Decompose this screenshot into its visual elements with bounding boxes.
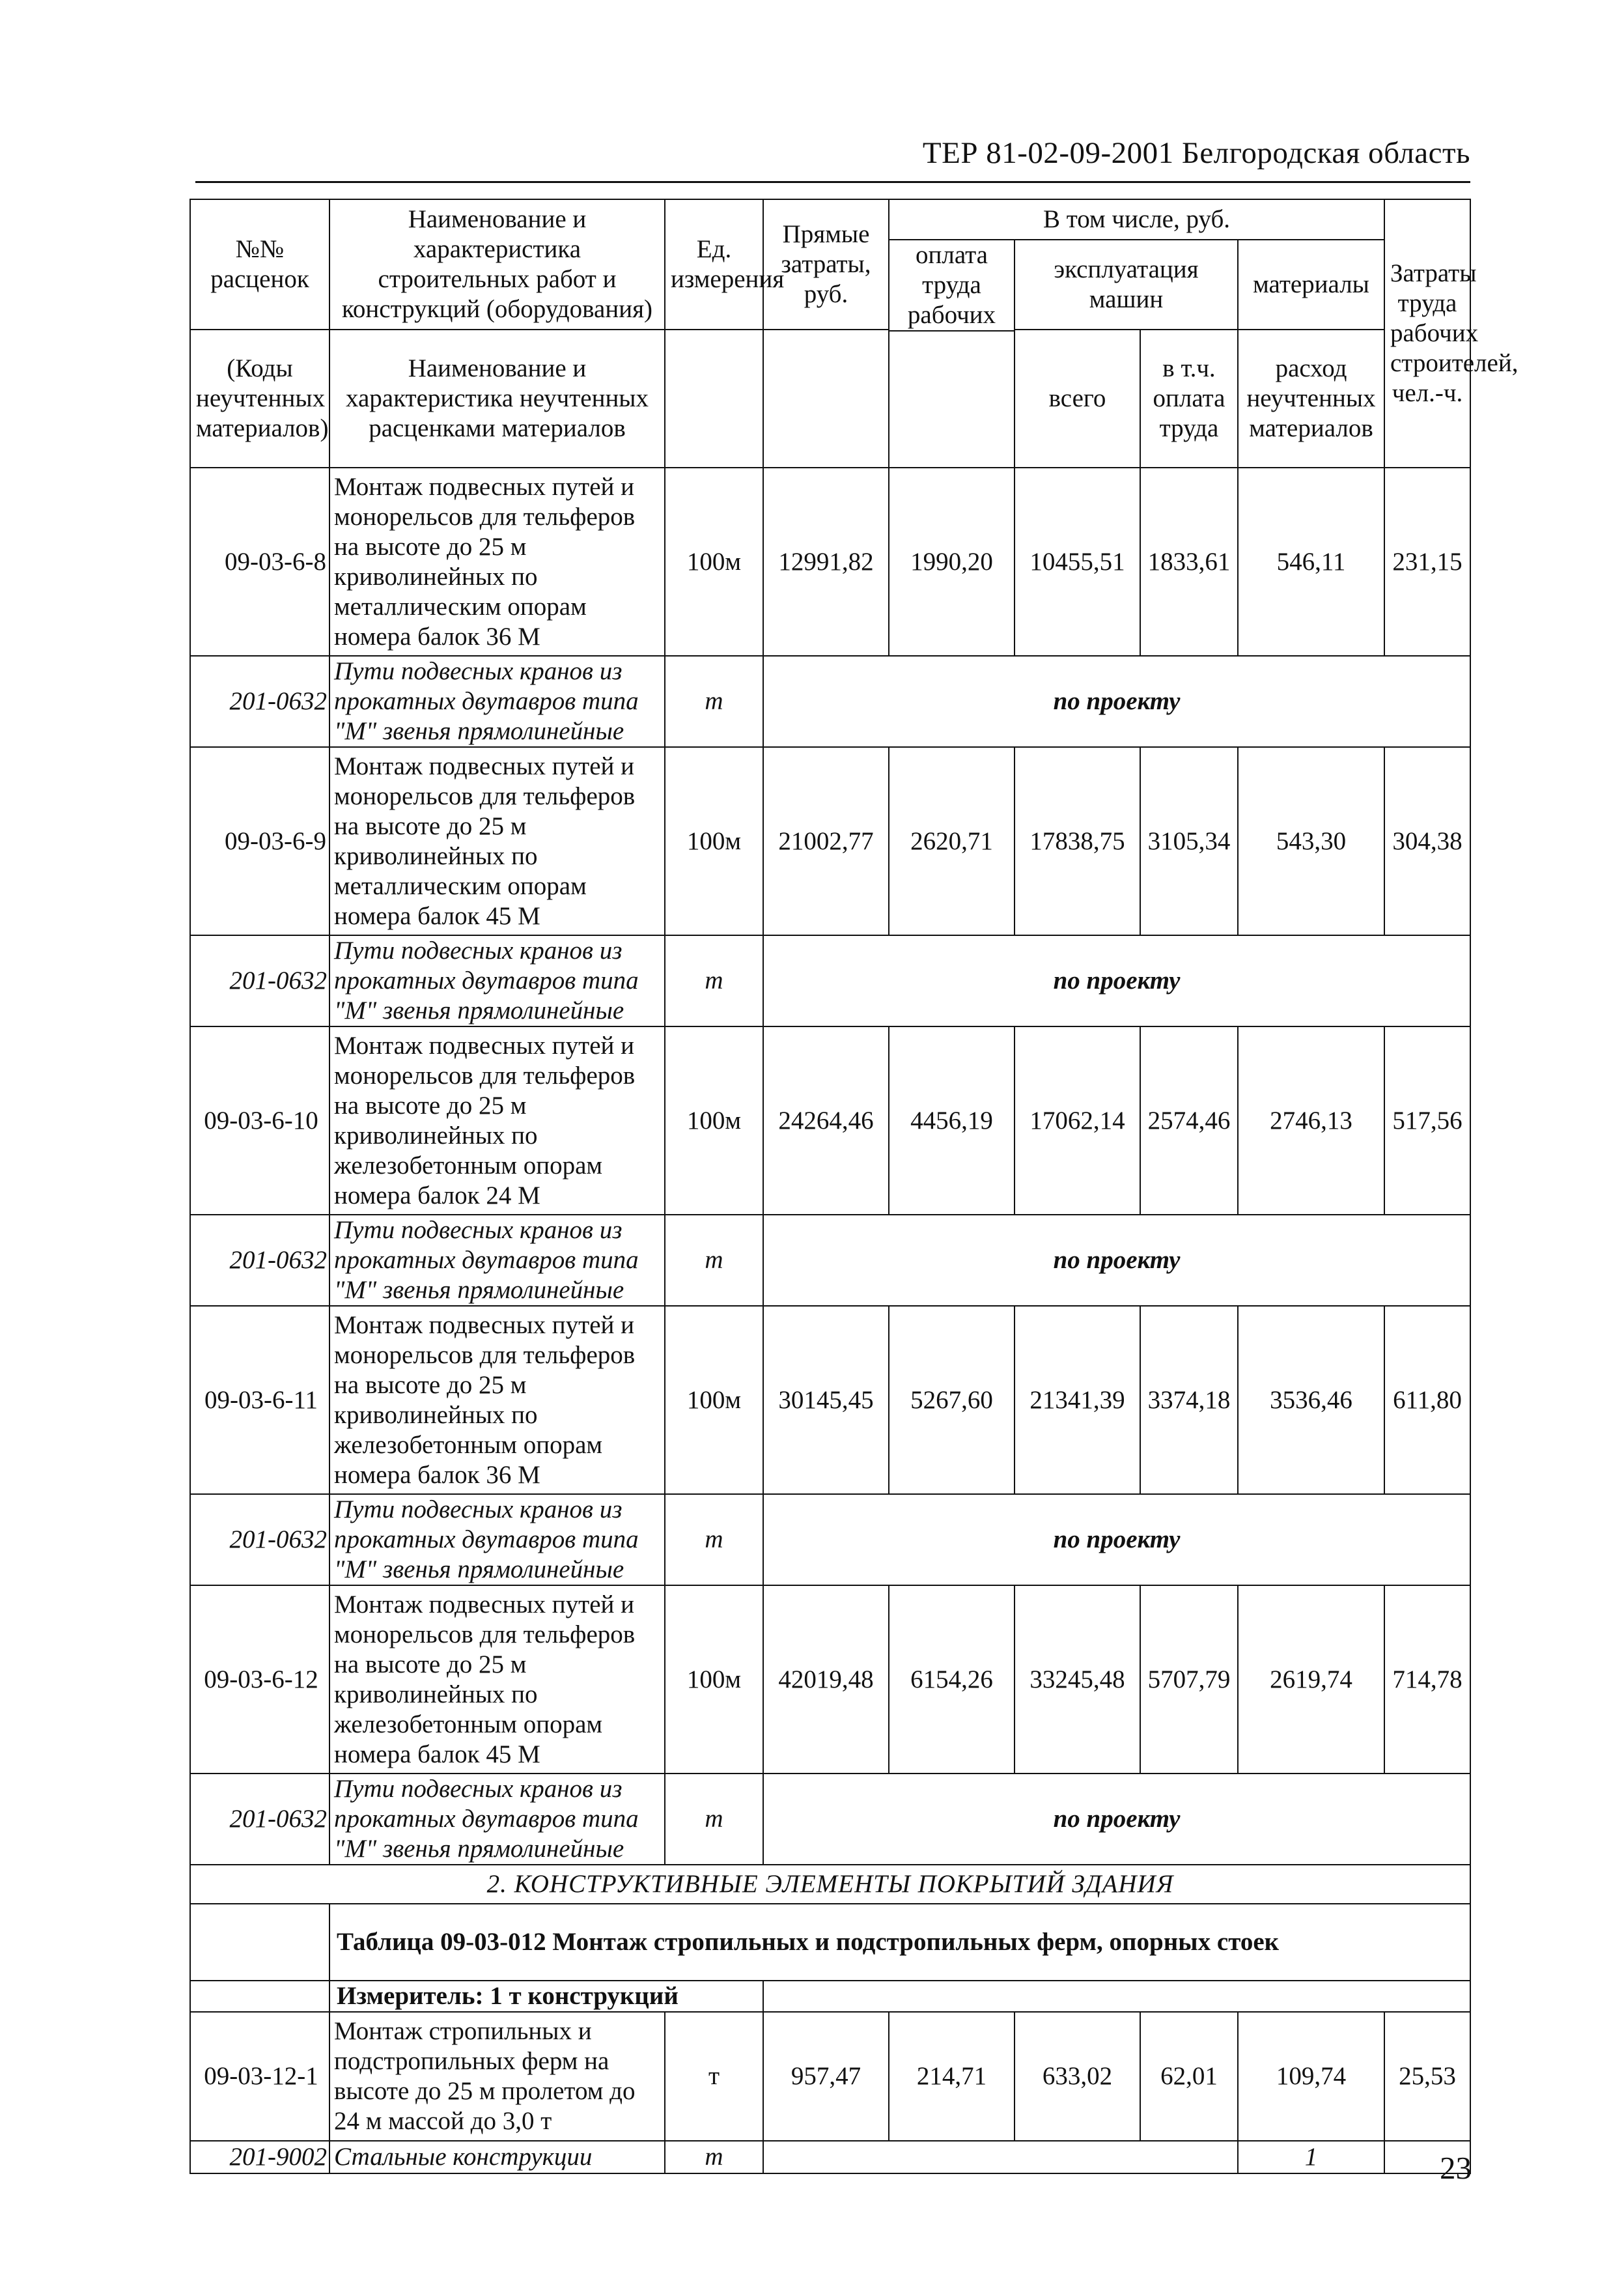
material-note: по проекту xyxy=(763,656,1470,747)
material-description: Пути подвесных кранов из прокатных двутавров типа "М" звенья прямолинейные xyxy=(329,1494,665,1585)
rate-row xyxy=(190,2012,1470,2141)
rate-code: 09-03-12-1 xyxy=(190,2012,329,2141)
material-code: 201-0632 xyxy=(190,1774,329,1865)
header-rate-number: №№ расценок xyxy=(190,199,329,330)
header-wages-blank xyxy=(889,331,1015,468)
material-unit: т xyxy=(665,1494,763,1585)
rate-description: Монтаж стропильных и подстропильных ферм на высоте до 25 м пролетом до 24 м массой до 3,0 т xyxy=(329,2012,665,2141)
rate-wages: 6154,26 xyxy=(889,1585,1015,1774)
rate-machines-total: 10455,51 xyxy=(1015,468,1140,656)
material-code: 201-9002 xyxy=(190,2141,329,2173)
rate-unit: 100м xyxy=(665,1306,763,1494)
rate-code: 09-03-6-11 xyxy=(190,1306,329,1494)
rate-labor: 231,15 xyxy=(1384,468,1470,656)
rate-unit: 100м xyxy=(665,1585,763,1774)
header-machines: эксплуатация машин xyxy=(1015,240,1238,330)
material-blank xyxy=(763,2141,1238,2173)
subtable-measure: Измеритель: 1 т конструкций xyxy=(329,1981,763,2012)
rate-machines-wages: 62,01 xyxy=(1140,2012,1238,2141)
rate-machines-wages: 5707,79 xyxy=(1140,1585,1238,1774)
material-note: по проекту xyxy=(763,1494,1470,1585)
material-unit: т xyxy=(665,1215,763,1306)
rate-description: Монтаж подвесных путей и монорельсов для тельферов на высоте до 25 м криволинейных по железобетонным опорам номера балок 36 М xyxy=(329,1306,665,1494)
header-unit-blank xyxy=(665,330,763,468)
rate-row xyxy=(190,1026,1470,1215)
rate-direct-costs: 21002,77 xyxy=(763,747,889,935)
rate-code: 09-03-6-12 xyxy=(190,1585,329,1774)
header-material-codes: (Коды неучтенных материалов) xyxy=(190,330,329,468)
rate-unit: 100м xyxy=(665,747,763,935)
material-unit: т xyxy=(665,2141,763,2173)
rate-unit: 100м xyxy=(665,468,763,656)
header-direct-blank xyxy=(763,330,889,468)
rate-description: Монтаж подвесных путей и монорельсов для тельферов на высоте до 25 м криволинейных по железобетонным опорам номера балок 45 М xyxy=(329,1585,665,1774)
material-row xyxy=(190,656,1470,747)
rate-materials: 2746,13 xyxy=(1238,1026,1384,1215)
header-labor-costs: Затраты труда рабочих строителей, чел.-ч. xyxy=(1384,199,1470,468)
material-row xyxy=(190,1494,1470,1585)
rate-wages: 5267,60 xyxy=(889,1306,1015,1494)
header-rule xyxy=(195,181,1470,183)
material-code: 201-0632 xyxy=(190,1494,329,1585)
rate-machines-total: 33245,48 xyxy=(1015,1585,1140,1774)
rate-wages: 214,71 xyxy=(889,2012,1015,2141)
material-unit: т xyxy=(665,656,763,747)
rate-materials: 3536,46 xyxy=(1238,1306,1384,1494)
rate-direct-costs: 30145,45 xyxy=(763,1306,889,1494)
rate-machines-total: 21341,39 xyxy=(1015,1306,1140,1494)
header-work-name: Наименование и характеристика строительных работ и конструкций (оборудования) xyxy=(329,199,665,330)
rates-table xyxy=(189,199,1519,2174)
header-machines-total: всего xyxy=(1015,330,1140,468)
rate-code: 09-03-6-10 xyxy=(190,1026,329,1215)
header-unit: Ед. измерения xyxy=(665,199,763,330)
measure-right-blank xyxy=(763,1981,1470,2012)
rate-code: 09-03-6-9 xyxy=(190,747,329,935)
header-direct-costs: Прямые затраты, руб. xyxy=(763,199,889,330)
rate-labor: 517,56 xyxy=(1384,1026,1470,1215)
rate-labor: 304,38 xyxy=(1384,747,1470,935)
material-row xyxy=(190,1774,1470,1865)
rate-machines-total: 17062,14 xyxy=(1015,1026,1140,1215)
rate-unit: т xyxy=(665,2012,763,2141)
rate-direct-costs: 957,47 xyxy=(763,2012,889,2141)
rate-unit: 100м xyxy=(665,1026,763,1215)
rate-wages: 4456,19 xyxy=(889,1026,1015,1215)
rate-machines-wages: 2574,46 xyxy=(1140,1026,1238,1215)
rate-machines-total: 633,02 xyxy=(1015,2012,1140,2141)
material-description: Пути подвесных кранов из прокатных двутавров типа "М" звенья прямолинейные xyxy=(329,1774,665,1865)
material-unit: т xyxy=(665,1774,763,1865)
page-header-title: ТЕР 81-02-09-2001 Белгородская область xyxy=(922,136,1470,170)
rate-description: Монтаж подвесных путей и монорельсов для тельферов на высоте до 25 м криволинейных по металлическим опорам номера балок 36 М xyxy=(329,468,665,656)
subtable-title: Таблица 09-03-012 Монтаж стропильных и подстропильных ферм, опорных стоек xyxy=(329,1904,1470,1981)
material-description: Пути подвесных кранов из прокатных двутавров типа "М" звенья прямолинейные xyxy=(329,656,665,747)
material-description: Стальные конструкции xyxy=(329,2141,665,2173)
material-code: 201-0632 xyxy=(190,656,329,747)
measure-blank xyxy=(190,1981,329,2012)
page-number: 23 xyxy=(1440,2150,1472,2186)
rate-machines-wages: 1833,61 xyxy=(1140,468,1238,656)
header-materials-unaccounted: расход неучтенных материалов xyxy=(1238,330,1384,468)
rate-direct-costs: 24264,46 xyxy=(763,1026,889,1215)
rate-code: 09-03-6-8 xyxy=(190,468,329,656)
material-code: 201-0632 xyxy=(190,935,329,1026)
rate-wages: 1990,20 xyxy=(889,468,1015,656)
rate-labor: 25,53 xyxy=(1384,2012,1470,2141)
rate-materials: 2619,74 xyxy=(1238,1585,1384,1774)
rate-labor: 611,80 xyxy=(1384,1306,1470,1494)
header-machines-wages: в т.ч. оплата труда xyxy=(1140,330,1238,468)
rate-labor: 714,78 xyxy=(1384,1585,1470,1774)
section-title: 2. КОНСТРУКТИВНЫЕ ЭЛЕМЕНТЫ ПОКРЫТИЙ ЗДАНИЯ xyxy=(190,1865,1470,1904)
rate-materials: 543,30 xyxy=(1238,747,1384,935)
material-row xyxy=(190,1215,1470,1306)
rate-description: Монтаж подвесных путей и монорельсов для тельферов на высоте до 25 м криволинейных по металлическим опорам номера балок 45 М xyxy=(329,747,665,935)
rate-machines-wages: 3105,34 xyxy=(1140,747,1238,935)
rate-row xyxy=(190,747,1470,935)
header-materials: материалы xyxy=(1238,240,1384,330)
rate-direct-costs: 12991,82 xyxy=(763,468,889,656)
rate-wages: 2620,71 xyxy=(889,747,1015,935)
material-description: Пути подвесных кранов из прокатных двутавров типа "М" звенья прямолинейные xyxy=(329,935,665,1026)
rate-row xyxy=(190,1306,1470,1494)
header-material-names: Наименование и характеристика неучтенных расценками материалов xyxy=(329,330,665,468)
material-note: по проекту xyxy=(763,1215,1470,1306)
rate-row xyxy=(190,468,1470,656)
subtable-title-blank xyxy=(190,1904,329,1981)
material-code: 201-0632 xyxy=(190,1215,329,1306)
material-row xyxy=(190,2141,1470,2173)
material-note: по проекту xyxy=(763,1774,1470,1865)
material-note: по проекту xyxy=(763,935,1470,1026)
rate-row xyxy=(190,1585,1470,1774)
rate-materials: 109,74 xyxy=(1238,2012,1384,2141)
material-amount: 1 xyxy=(1238,2141,1384,2173)
rate-direct-costs: 42019,48 xyxy=(763,1585,889,1774)
header-wages: оплата труда рабочих xyxy=(889,240,1015,331)
rate-machines-wages: 3374,18 xyxy=(1140,1306,1238,1494)
material-row xyxy=(190,935,1470,1026)
rate-materials: 546,11 xyxy=(1238,468,1384,656)
header-including-group: В том числе, руб. xyxy=(889,199,1384,240)
rate-description: Монтаж подвесных путей и монорельсов для тельферов на высоте до 25 м криволинейных по железобетонным опорам номера балок 24 М xyxy=(329,1026,665,1215)
rate-machines-total: 17838,75 xyxy=(1015,747,1140,935)
material-description: Пути подвесных кранов из прокатных двутавров типа "М" звенья прямолинейные xyxy=(329,1215,665,1306)
material-unit: т xyxy=(665,935,763,1026)
